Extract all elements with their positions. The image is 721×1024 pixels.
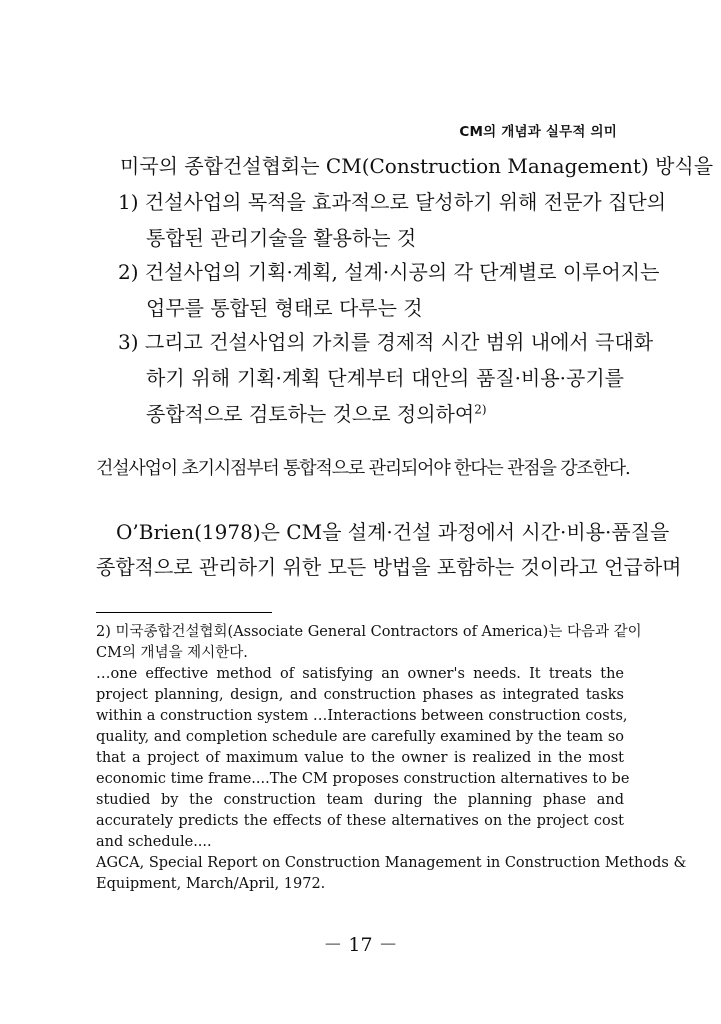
running-head: CM의 개념과 실무적 의미 (459, 124, 617, 140)
footnote-line: …one effective method of satisfying an owner's needs. It treats the (96, 666, 624, 682)
list-item-3-line-3: 종합적으로 검토하는 것으로 정의하여$^{2)}$ (146, 402, 487, 426)
list-item-3-line-1: 3) 그리고 건설사업의 가치를 경제적 시간 범위 내에서 극대화 (118, 330, 654, 354)
footnote-line: CM의 개념을 제시한다. (96, 645, 248, 661)
list-item-2-line-1: 2) 건설사업의 기획·계획, 설계·시공의 각 단계별로 이루어지는 (118, 260, 660, 284)
list-item-2-line-2: 업무를 통합된 형태로 다루는 것 (146, 296, 423, 320)
footnote-line: 2) 미국종합건설협회(Associate General Contractors of America)는 다음과 같이 (96, 624, 642, 640)
list-item-1-line-2: 통합된 관리기술을 활용하는 것 (146, 226, 417, 250)
footnote-line: project planning, design, and construction phases as integrated tasks (96, 687, 624, 703)
footnote (96, 622, 687, 895)
list-item-3-line-2: 하기 위해 기획·계획 단계부터 대안의 품질·비용·공기를 (146, 366, 624, 390)
footnote-rule (96, 612, 272, 613)
footnote-ref: 2) (474, 402, 487, 417)
list-item-1-line-1: 1) 건설사업의 목적을 효과적으로 달성하기 위해 전문가 집단의 (118, 190, 667, 214)
footnote-line: quality, and completion schedule are carefully examined by the team so (96, 729, 624, 745)
footnote-line: Equipment, March/April, 1972. (96, 876, 326, 892)
footnote-line: studied by the construction team during the planning phase and (96, 792, 624, 808)
footnote-line: accurately predicts the effects of these alternatives on the project cost (96, 813, 624, 829)
footnote-line: AGCA, Special Report on Construction Management in Construction Methods & (96, 855, 687, 871)
footnote-line: that a project of maximum value to the owner is realized in the most (96, 750, 624, 766)
paragraph-2-line-2: 종합적으로 관리하기 위한 모든 방법을 포함하는 것이라고 언급하며 (96, 555, 682, 579)
footnote-line: and schedule.... (96, 834, 212, 850)
footnote-line: economic time frame....The CM proposes construction alternatives to be (96, 771, 630, 787)
paragraph-2-line-1: O’Brien(1978)은 CM을 설계·건설 과정에서 시간·비용·품질을 (116, 520, 670, 544)
intro-line: 미국의 종합건설협회는 CM(Construction Management) 방식을 (120, 154, 714, 178)
page-number: － 17 － (323, 934, 398, 956)
paragraph-1: 건설사업이 초기시점부터 통합적으로 관리되어야 한다는 관점을 강조한다. (96, 458, 630, 479)
footnote-line: within a construction system …Interactions between construction costs, (96, 708, 628, 724)
